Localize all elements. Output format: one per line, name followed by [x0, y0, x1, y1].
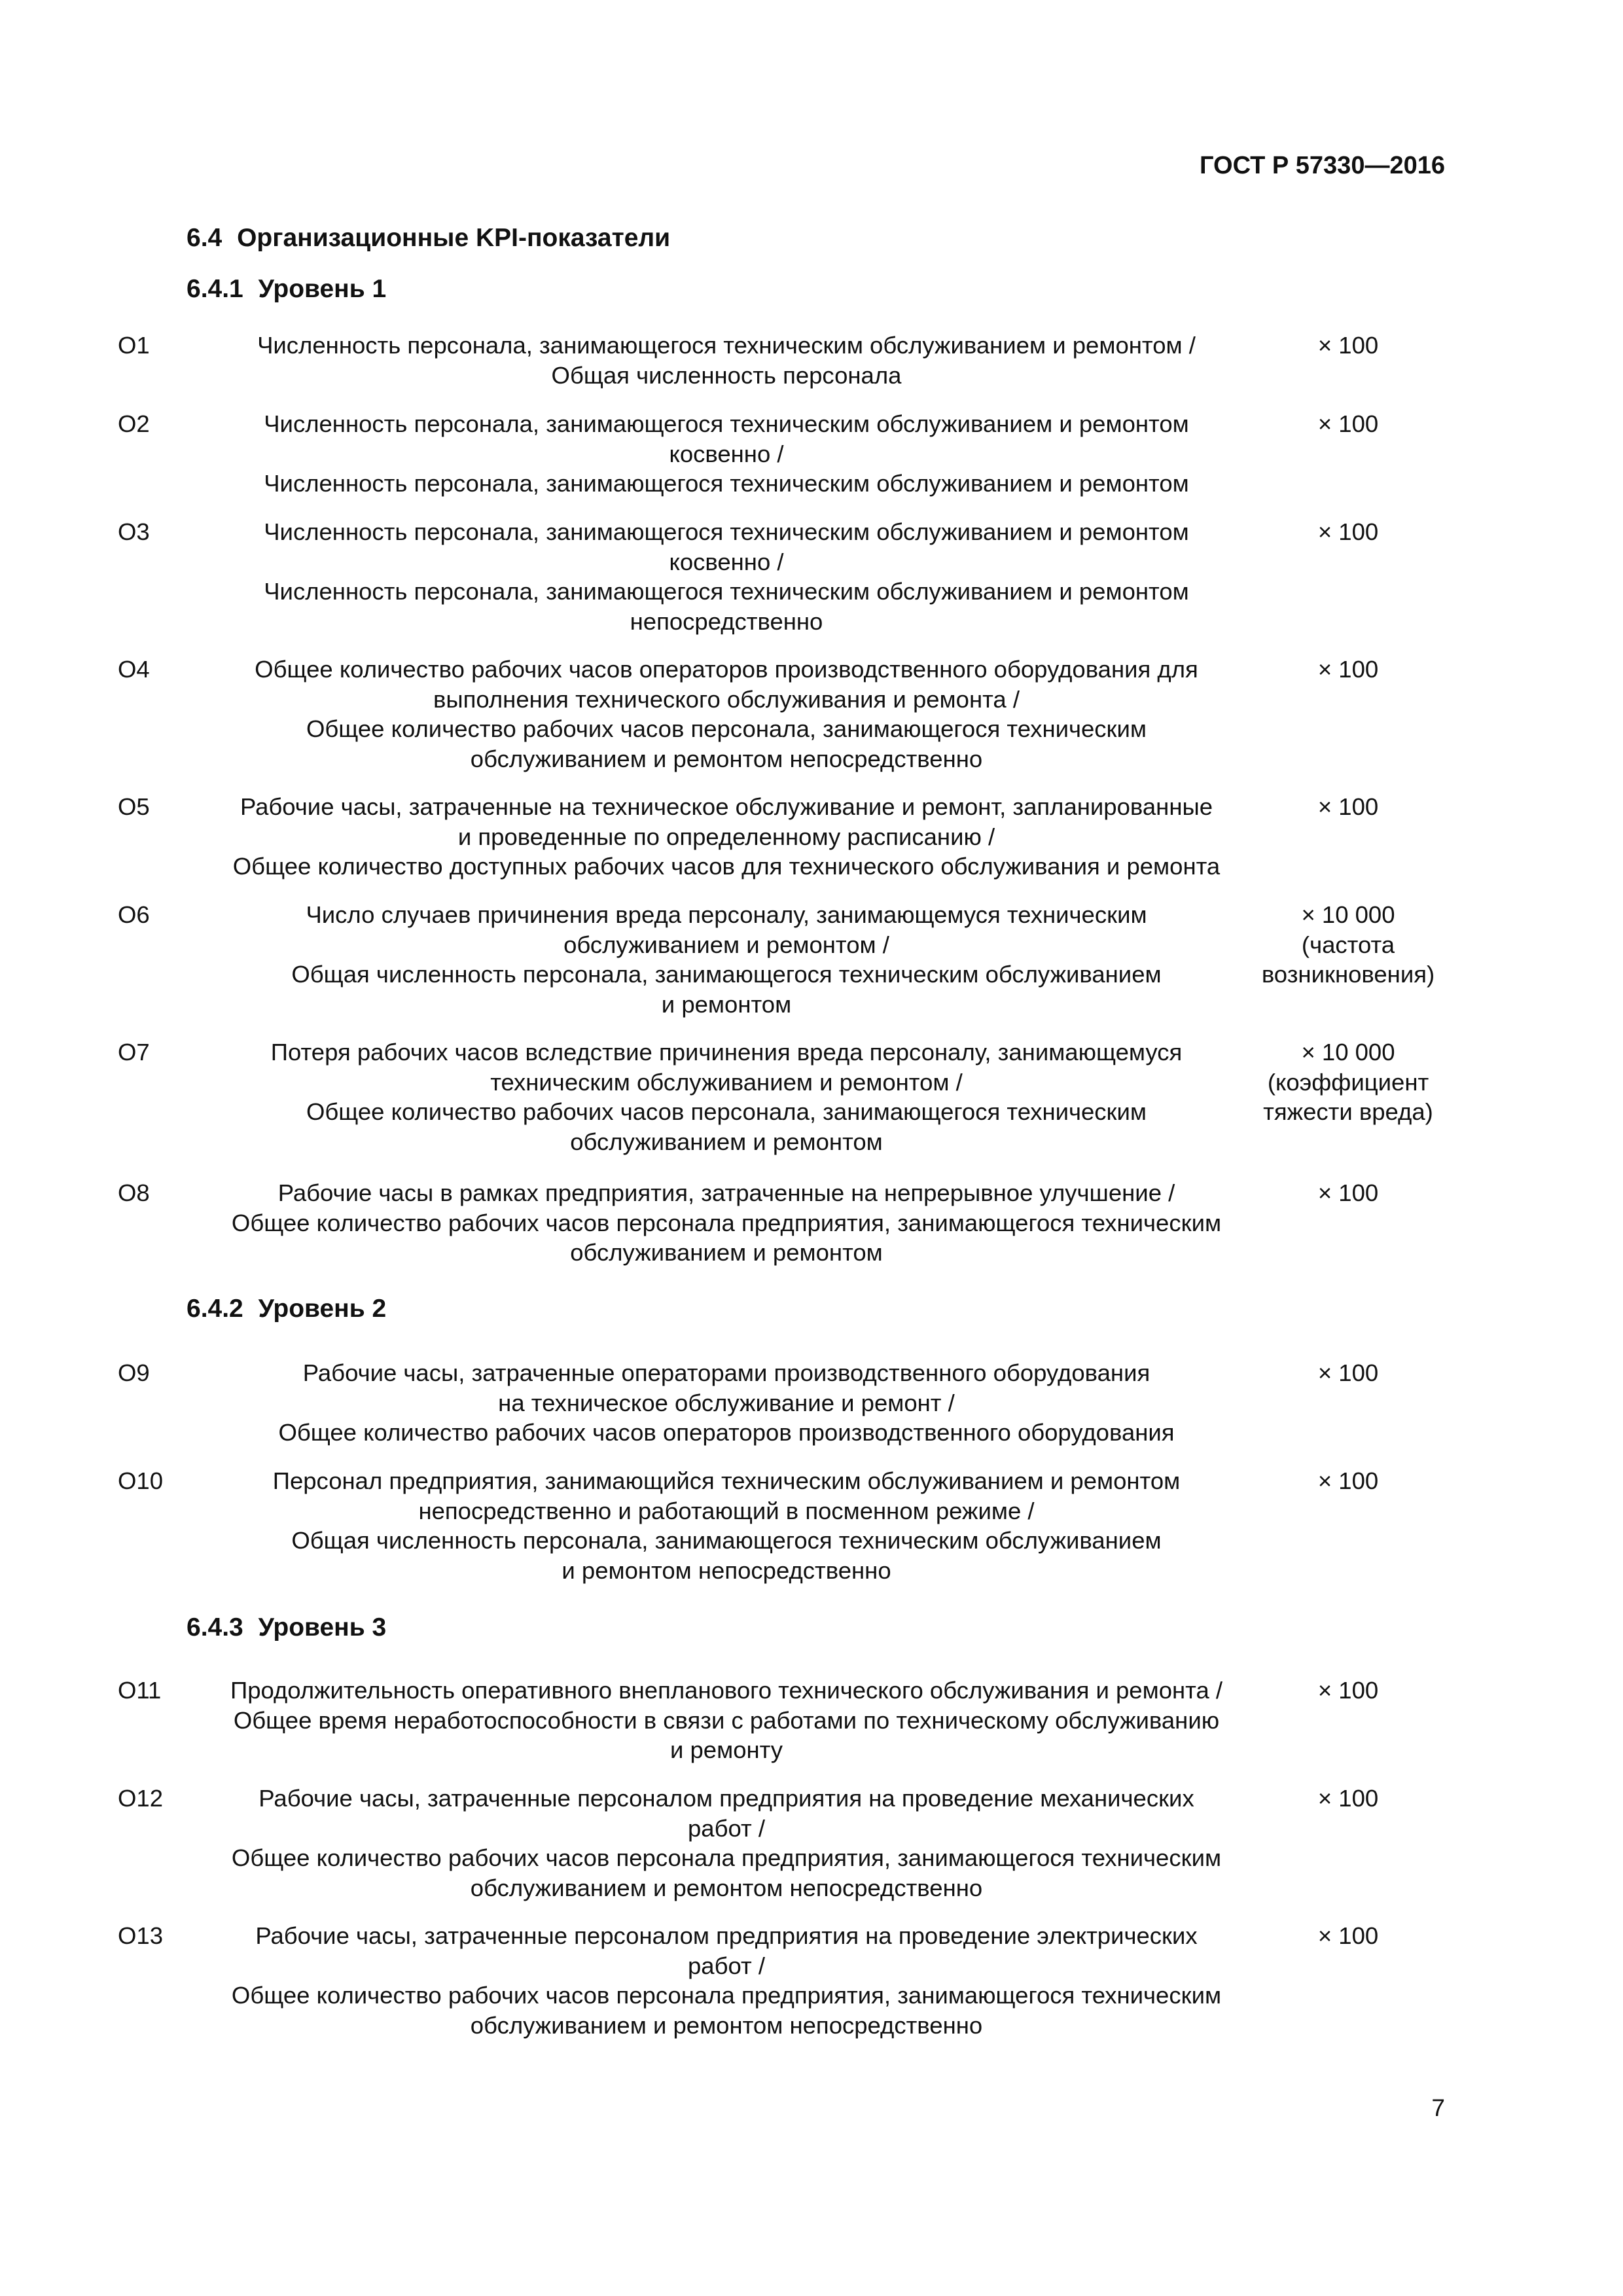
subsection-title: Уровень 2 [258, 1295, 387, 1323]
formula-line: обслуживанием и ремонтом непосредственно [470, 2011, 983, 2039]
multiplier-line: (коэффициент [1267, 1068, 1429, 1096]
subsection-heading-2 [187, 1295, 386, 1323]
formula-line: Общее время неработоспособности в связи с работами по техническому обслуживанию [233, 1706, 1220, 1734]
formula-line: обслуживанием и ремонтом [570, 1128, 883, 1155]
kpi-code: O11 [118, 1677, 162, 1704]
formula-line: Общее количество рабочих часов операторов производственного оборудования [278, 1419, 1175, 1446]
multiplier-line: × 100 [1317, 656, 1379, 683]
kpi-code: O3 [118, 518, 150, 545]
formula-line: Общее количество рабочих часов персонала, занимающегося техническим [306, 715, 1147, 742]
formula-line: и ремонту [669, 1736, 783, 1763]
subsection-number: 6.4.1 [187, 275, 243, 303]
multiplier-line: × 10 000 [1301, 901, 1395, 928]
formula-line: работ / [687, 1814, 765, 1842]
kpi-formula [203, 331, 1250, 390]
kpi-formula [203, 1921, 1250, 2040]
kpi-multiplier [1250, 1921, 1446, 1951]
formula-line: Потеря рабочих часов вследствие причинения вреда персоналу, занимающемуся [270, 1039, 1183, 1066]
kpi-code: O7 [118, 1039, 150, 1066]
kpi-formula [203, 1784, 1250, 1903]
formula-line: обслуживанием и ремонтом непосредственно [470, 745, 983, 772]
formula-line: на техническое обслуживание и ремонт / [498, 1389, 955, 1416]
kpi-formula [203, 1037, 1250, 1157]
kpi-code: O9 [118, 1359, 150, 1386]
formula-line: непосредственно [630, 607, 823, 635]
section-number: 6.4 [187, 224, 223, 252]
formula-line: и ремонтом [661, 990, 792, 1018]
kpi-multiplier [1250, 792, 1446, 822]
formula-line: Рабочие часы, затраченные операторами производственного оборудования [302, 1359, 1150, 1386]
formula-line: Численность персонала, занимающегося техническим обслуживанием и ремонтом [264, 578, 1189, 605]
formula-line: и ремонтом непосредственно [562, 1556, 891, 1584]
formula-line: Численность персонала, занимающегося техническим обслуживанием и ремонтом / [257, 332, 1196, 359]
kpi-multiplier [1250, 1037, 1446, 1127]
multiplier-line: × 100 [1317, 1359, 1379, 1386]
formula-line: Численность персонала, занимающегося техническим обслуживанием и ремонтом [264, 410, 1189, 437]
formula-line: техническим обслуживанием и ремонтом / [490, 1068, 963, 1096]
subsection-number: 6.4.2 [187, 1295, 243, 1323]
formula-line: Общее количество рабочих часов персонала, занимающегося техническим [306, 1098, 1147, 1125]
kpi-formula [203, 1358, 1250, 1448]
multiplier-line: × 100 [1317, 1785, 1379, 1812]
kpi-formula [203, 1466, 1250, 1585]
page-number: 7 [1431, 2094, 1445, 2121]
kpi-code: O2 [118, 410, 150, 437]
kpi-multiplier [1250, 409, 1446, 439]
formula-line: выполнения технического обслуживания и ремонта / [433, 685, 1020, 713]
formula-line: Общее количество рабочих часов операторов производственного оборудования для [255, 656, 1198, 683]
multiplier-line: × 100 [1317, 1467, 1379, 1494]
formula-line: Численность персонала, занимающегося техническим обслуживанием и ремонтом [264, 470, 1189, 497]
multiplier-line: × 100 [1317, 332, 1379, 359]
formula-line: Общее количество рабочих часов персонала предприятия, занимающегося техническим [231, 1209, 1222, 1236]
subsection-heading-1 [187, 275, 386, 304]
formula-line: обслуживанием и ремонтом / [563, 931, 889, 958]
kpi-code: O6 [118, 901, 150, 928]
multiplier-line: (частота [1301, 931, 1395, 958]
kpi-multiplier [1250, 1358, 1446, 1388]
subsection-title: Уровень 1 [258, 275, 387, 303]
kpi-formula [203, 655, 1250, 774]
kpi-code: O13 [118, 1922, 163, 1949]
multiplier-line: × 100 [1317, 1922, 1379, 1949]
kpi-multiplier [1250, 1466, 1446, 1496]
kpi-formula [203, 900, 1250, 1019]
subsection-title: Уровень 3 [258, 1613, 387, 1641]
kpi-formula [203, 1676, 1250, 1765]
kpi-code: O8 [118, 1179, 150, 1206]
multiplier-line: тяжести вреда) [1263, 1098, 1433, 1125]
formula-line: Общая численность персонала [551, 361, 902, 389]
formula-line: Число случаев причинения вреда персоналу, занимающемуся техническим [306, 901, 1147, 928]
formula-line: косвенно / [669, 548, 784, 575]
formula-line: Общая численность персонала, занимающегося техническим обслуживанием [291, 961, 1162, 988]
kpi-multiplier [1250, 655, 1446, 685]
kpi-multiplier [1250, 1178, 1446, 1208]
multiplier-line: × 100 [1317, 793, 1379, 820]
formula-line: обслуживанием и ремонтом [570, 1239, 883, 1266]
kpi-formula [203, 792, 1250, 882]
kpi-multiplier [1250, 1676, 1446, 1706]
kpi-multiplier [1250, 1784, 1446, 1814]
formula-line: работ / [687, 1952, 765, 1979]
kpi-formula [203, 517, 1250, 636]
formula-line: Общее количество рабочих часов персонала предприятия, занимающегося техническим [231, 1844, 1222, 1871]
formula-line: Рабочие часы в рамках предприятия, затраченные на непрерывное улучшение / [277, 1179, 1175, 1206]
formula-line: обслуживанием и ремонтом непосредственно [470, 1874, 983, 1901]
section-heading [187, 224, 670, 253]
formula-line: Численность персонала, занимающегося техническим обслуживанием и ремонтом [264, 518, 1189, 545]
kpi-formula [203, 1178, 1250, 1268]
subsection-number: 6.4.3 [187, 1613, 243, 1641]
formula-line: Рабочие часы, затраченные на техническое обслуживание и ремонт, запланированные [240, 793, 1213, 820]
formula-line: Рабочие часы, затраченные персоналом предприятия на проведение электрических [255, 1922, 1198, 1949]
kpi-formula [203, 409, 1250, 499]
formula-line: Общее количество доступных рабочих часов для технического обслуживания и ремонта [232, 853, 1221, 880]
kpi-code: O5 [118, 793, 150, 820]
formula-line: и проведенные по определенному расписанию / [457, 823, 995, 850]
multiplier-line: × 100 [1317, 1677, 1379, 1704]
formula-line: Общее количество рабочих часов персонала предприятия, занимающегося техническим [231, 1982, 1222, 2009]
kpi-multiplier [1250, 331, 1446, 361]
multiplier-line: × 100 [1317, 1179, 1379, 1206]
kpi-multiplier [1250, 900, 1446, 990]
kpi-code: O4 [118, 656, 150, 683]
multiplier-line: × 100 [1317, 518, 1379, 545]
standard-code: ГОСТ Р 57330—2016 [1200, 152, 1445, 179]
kpi-code: O10 [118, 1467, 163, 1494]
kpi-code: O1 [118, 332, 150, 359]
formula-line: непосредственно и работающий в посменном режиме / [418, 1497, 1035, 1524]
kpi-code: O12 [118, 1785, 163, 1812]
multiplier-line: × 100 [1317, 410, 1379, 437]
formula-line: Общая численность персонала, занимающегося техническим обслуживанием [291, 1527, 1162, 1554]
kpi-multiplier [1250, 517, 1446, 547]
multiplier-line: × 10 000 [1301, 1039, 1395, 1066]
multiplier-line: возникновения) [1261, 961, 1435, 988]
formula-line: Рабочие часы, затраченные персоналом предприятия на проведение механических [259, 1785, 1194, 1812]
formula-line: Продолжительность оперативного внепланового технического обслуживания и ремонта / [230, 1677, 1223, 1704]
formula-line: косвенно / [669, 440, 784, 467]
formula-line: Персонал предприятия, занимающийся техническим обслуживанием и ремонтом [272, 1467, 1181, 1494]
section-title: Организационные KPI-показатели [237, 224, 671, 252]
subsection-heading-3 [187, 1613, 386, 1642]
